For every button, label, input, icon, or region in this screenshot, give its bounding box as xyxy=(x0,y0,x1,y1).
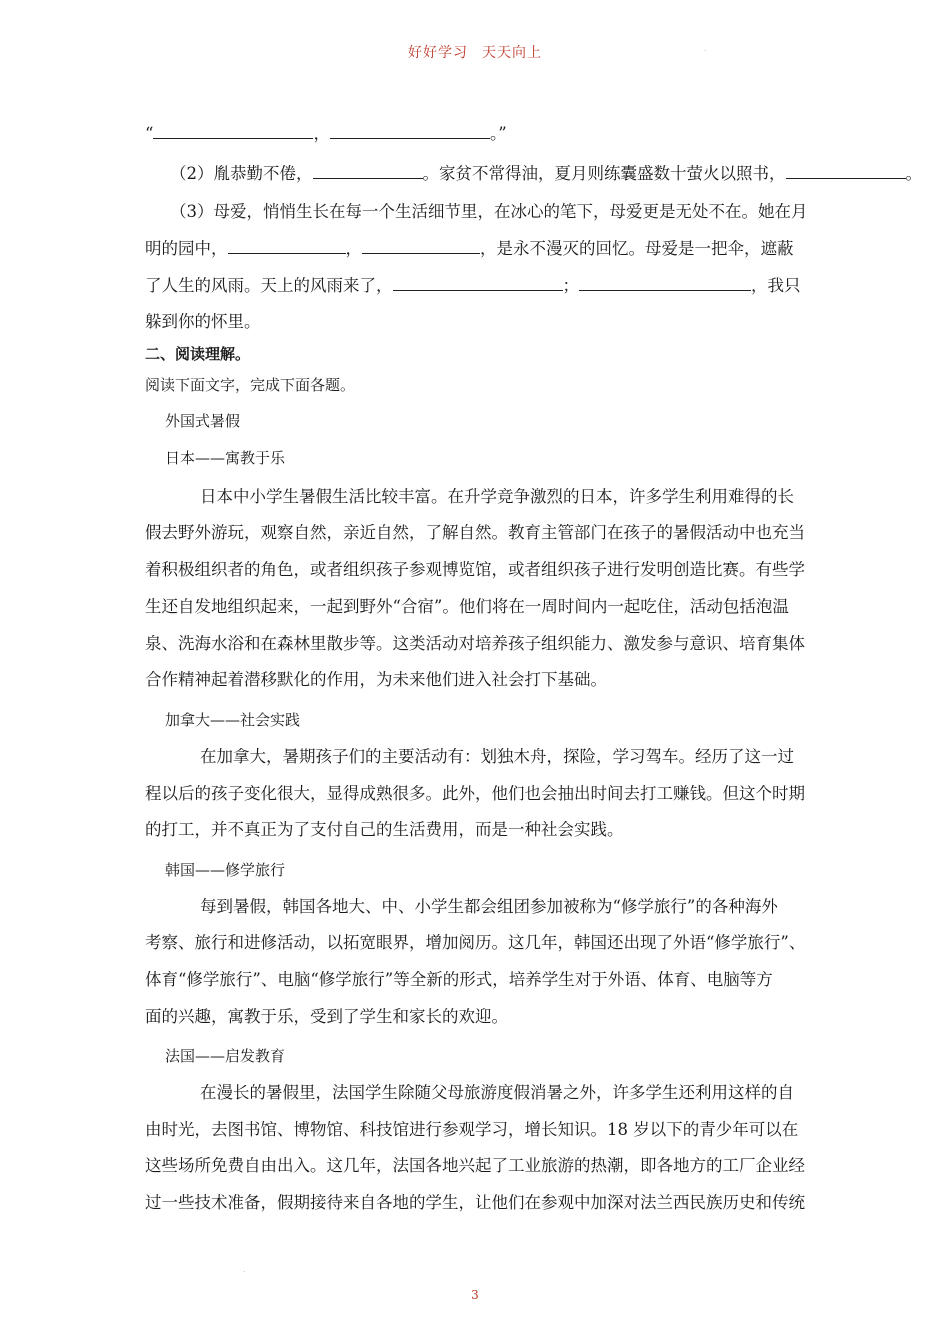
paragraph-line: 考察、旅行和进修活动，以拓宽眼界，增加阅历。这几年，韩国还出现了外语“修学旅行”、 xyxy=(145,933,806,952)
question-2 xyxy=(170,162,922,185)
q3-text: ； xyxy=(562,276,579,295)
paragraph-line: 过一些技术准备，假期接待来自各地的学生，让他们在参观中加深对法兰西民族历史和传统 xyxy=(145,1193,805,1212)
q3-text: ，是永不漫灭的回忆。母爱是一把伞，遮蔽 xyxy=(480,239,794,258)
paragraph-line: 泉、洗海水浴和在森林里散步等。这类活动对培养孩子组织能力、激发参与意识、培育集体 xyxy=(145,634,805,653)
question-3-line-1: （3）母爱，悄悄生长在每一个生活细节里，在冰心的笔下，母爱更是无处不在。她在月 xyxy=(170,202,808,221)
answer-blank[interactable] xyxy=(330,122,490,139)
q2-end: 。 xyxy=(905,164,922,183)
paragraph-line: 着积极组织者的角色，或者组织孩子参观博览馆，或者组织孩子进行发明创造比赛。有些学 xyxy=(145,560,805,579)
answer-blank[interactable] xyxy=(786,162,906,179)
comma: ， xyxy=(313,124,330,143)
quote-open: “ xyxy=(145,124,154,143)
paragraph-line: 在加拿大，暑期孩子们的主要活动有：划独木舟，探险，学习驾车。经历了这一过 xyxy=(200,747,794,766)
paragraph-line: 的打工，并不真正为了支付自己的生活费用，而是一种社会实践。 xyxy=(145,820,624,839)
paragraph-line: 程以后的孩子变化很大，显得成熟很多。此外，他们也会抽出时间去打工赚钱。但这个时期 xyxy=(145,784,805,803)
paragraph-line: 这些场所免费自由出入。这几年，法国各地兴起了工业旅游的热潮，即各地方的工厂企业经 xyxy=(145,1156,805,1175)
paragraph-line: 每到暑假，韩国各地大、中、小学生都会组团参加被称为“修学旅行”的各种海外 xyxy=(200,897,778,916)
subheading-canada: 加拿大——社会实践 xyxy=(165,711,301,729)
blank-line-a xyxy=(145,122,507,145)
subheading-korea: 韩国——修学旅行 xyxy=(165,861,286,879)
paragraph-line: 合作精神起着潜移默化的作用，为未来他们进入社会打下基础。 xyxy=(145,670,607,689)
answer-blank[interactable] xyxy=(313,162,423,179)
header-motto-1: 好好学习 xyxy=(408,45,468,61)
section-heading: 二、阅读理解。 xyxy=(145,345,251,363)
section-instruction: 阅读下面文字，完成下面各题。 xyxy=(145,376,356,394)
q2-mid: 。家贫不常得油，夏月则练囊盛数十萤火以照书， xyxy=(422,164,786,183)
q3-text: 明的园中， xyxy=(145,239,228,258)
subheading-france: 法国——启发教育 xyxy=(165,1047,286,1065)
question-3-line-2 xyxy=(145,237,794,260)
q3-text: 了人生的风雨。天上的风雨来了， xyxy=(145,276,393,295)
page-header xyxy=(0,42,950,62)
paragraph-line: 在漫长的暑假里，法国学生除随父母旅游度假消暑之外，许多学生还利用这样的自 xyxy=(200,1083,794,1102)
article-title: 外国式暑假 xyxy=(165,412,241,430)
paragraph-line: 日本中小学生暑假生活比较丰富。在升学竞争激烈的日本，许多学生利用难得的长 xyxy=(200,487,794,506)
paragraph-line: 生还自发地组织起来，一起到野外“合宿”。他们将在一周时间内一起吃住，活动包括泡温 xyxy=(145,597,789,616)
decorative-dot: . xyxy=(243,1265,246,1274)
paragraph-line: 面的兴趣，寓教于乐，受到了学生和家长的欢迎。 xyxy=(145,1007,508,1026)
question-3-line-4: 躲到你的怀里。 xyxy=(145,312,261,331)
subheading-japan: 日本——寓教于乐 xyxy=(165,449,286,467)
paragraph-line: 由时光，去图书馆、博物馆、科技馆进行参观学习，增长知识。18 岁以下的青少年可以在 xyxy=(145,1120,799,1139)
answer-blank[interactable] xyxy=(228,237,346,254)
q2-prefix: （2）胤恭勤不倦， xyxy=(170,164,313,183)
page-number: 3 xyxy=(471,1288,479,1302)
decorative-dot: . xyxy=(704,44,707,53)
answer-blank[interactable] xyxy=(393,274,563,291)
header-motto-2: 天天向上 xyxy=(482,45,542,61)
answer-blank[interactable] xyxy=(153,122,313,139)
paragraph-line: 体育“修学旅行”、电脑“修学旅行”等全新的形式，培养学生对于外语、体育、电脑等方 xyxy=(145,970,773,989)
quote-close: 。” xyxy=(489,124,507,143)
answer-blank[interactable] xyxy=(362,237,480,254)
q3-text: ， xyxy=(345,239,362,258)
paragraph-line: 假去野外游玩，观察自然，亲近自然，了解自然。教育主管部门在孩子的暑假活动中也充当 xyxy=(145,523,805,542)
answer-blank[interactable] xyxy=(579,274,751,291)
q3-text: ，我只 xyxy=(751,276,801,295)
question-3-line-3 xyxy=(145,274,801,297)
